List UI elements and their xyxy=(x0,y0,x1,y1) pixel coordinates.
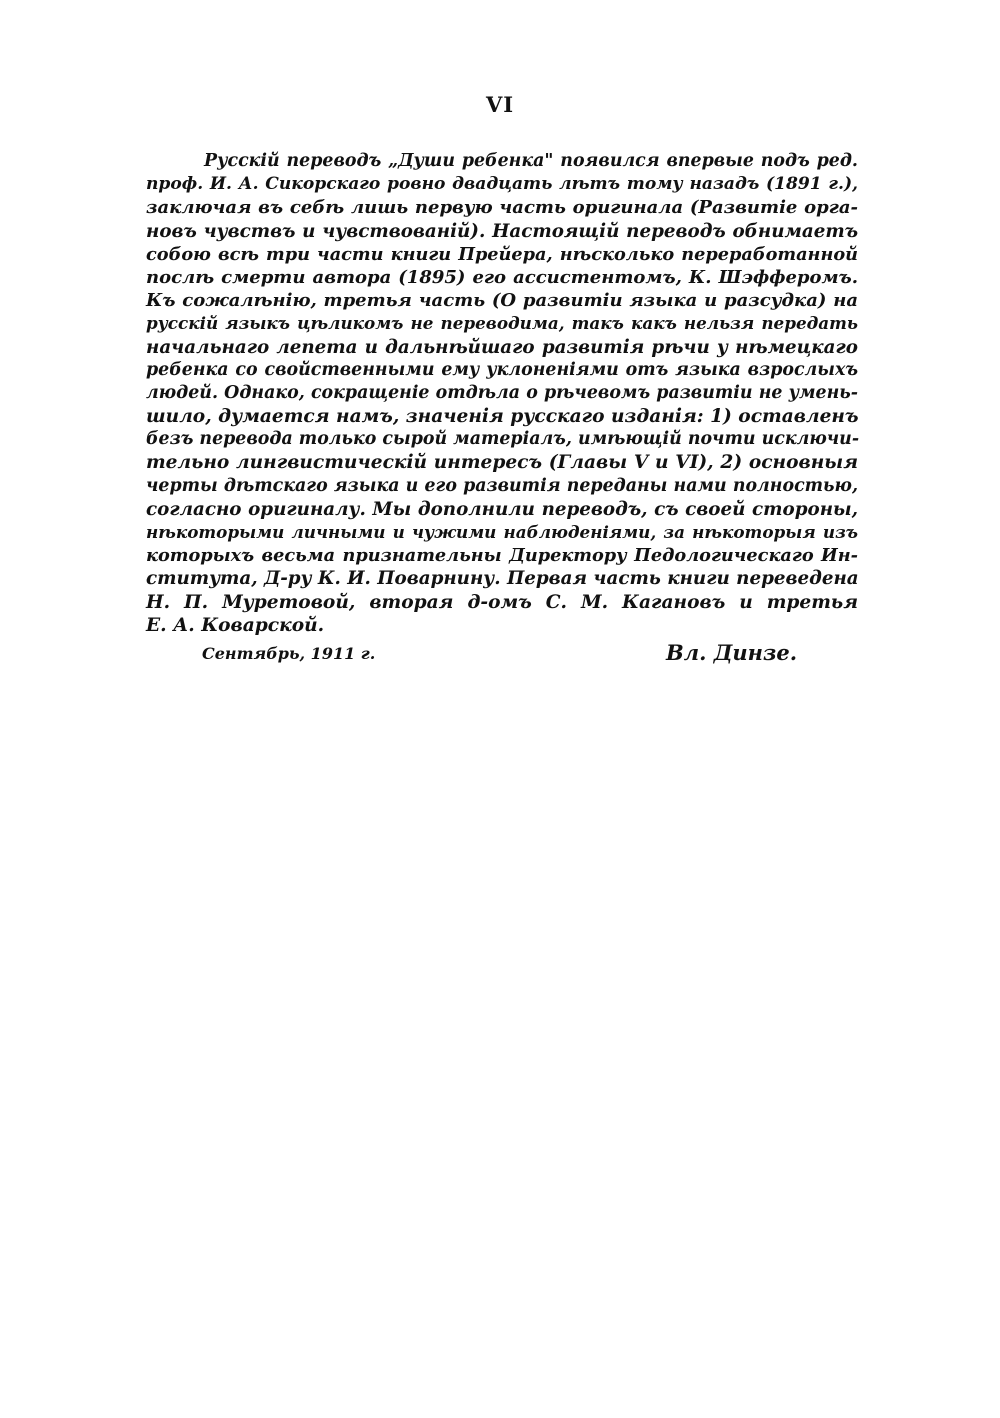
text-line: заключая въ себѣ лишь первую часть оригинала (Развитіе орга- xyxy=(146,197,858,219)
date-line: Сентябрь, 1911 г. xyxy=(202,644,376,663)
text-line: ститута, Д-ру К. И. Поварнину. Первая часть книги переведена xyxy=(146,568,859,590)
text-line: черты дѣтскаго языка и его развитія переданы нами полностью, xyxy=(146,475,858,496)
text-line: новъ чувствъ и чувствованій). Настоящій переводъ обнимаетъ xyxy=(146,220,858,242)
text-line: которыхъ весьма признательны Директору Педологическаго Ин- xyxy=(146,545,858,567)
text-line: людей. Однако, сокращеніе отдѣла о рѣчевомъ развитіи не умень- xyxy=(146,382,858,403)
text-line: шило, думается намъ, значенія русскаго изданія: 1) оставленъ xyxy=(146,406,859,428)
text-line-last: Е. А. Коварской. xyxy=(146,614,325,636)
text-line: русскій языкъ цѣликомъ не переводима, такъ какъ нельзя передать xyxy=(146,313,858,334)
text-line: проф. И. А. Сикорскаго ровно двадцать лѣтъ тому назадъ (1891 г.), xyxy=(146,174,858,195)
text-line: Къ сожалѣнію, третья часть (О развитіи языка и разсудка) на xyxy=(146,290,858,312)
text-line: Русскій переводъ „Души ребенка" появился впервые подъ ред. xyxy=(204,151,858,171)
text-line: послѣ смерти автора (1895) его ассистентомъ, К. Шэфферомъ. xyxy=(146,266,858,288)
closing-row xyxy=(146,640,858,668)
text-line: согласно оригиналу. Мы дополнили переводъ, съ своей стороны, xyxy=(146,498,858,520)
text-line: безъ перевода только сырой матеріалъ, имѣющій почти исключи- xyxy=(146,429,860,450)
page-number: VI xyxy=(485,92,515,117)
text-line: ребенка со свойственными ему уклоненіями отъ языка взрослыхъ xyxy=(146,359,858,380)
text-line: тельно лингвистическій интересъ (Главы V и VI), 2) основныя xyxy=(146,452,858,474)
author-signature: Вл. Динзе. xyxy=(666,640,798,665)
text-line: нѣкоторыми личными и чужими наблюденіями, за нѣкоторыя изъ xyxy=(146,522,858,542)
preface-paragraph xyxy=(146,150,858,637)
text-line: Н. П. Муретовой, вторая д-омъ С. М. Кагановъ и третья xyxy=(146,591,858,613)
text-line: начальнаго лепета и дальнѣйшаго развитія рѣчи у нѣмецкаго xyxy=(146,336,858,358)
text-line: собою всѣ три части книги Прейера, нѣсколько переработанной xyxy=(146,243,858,265)
